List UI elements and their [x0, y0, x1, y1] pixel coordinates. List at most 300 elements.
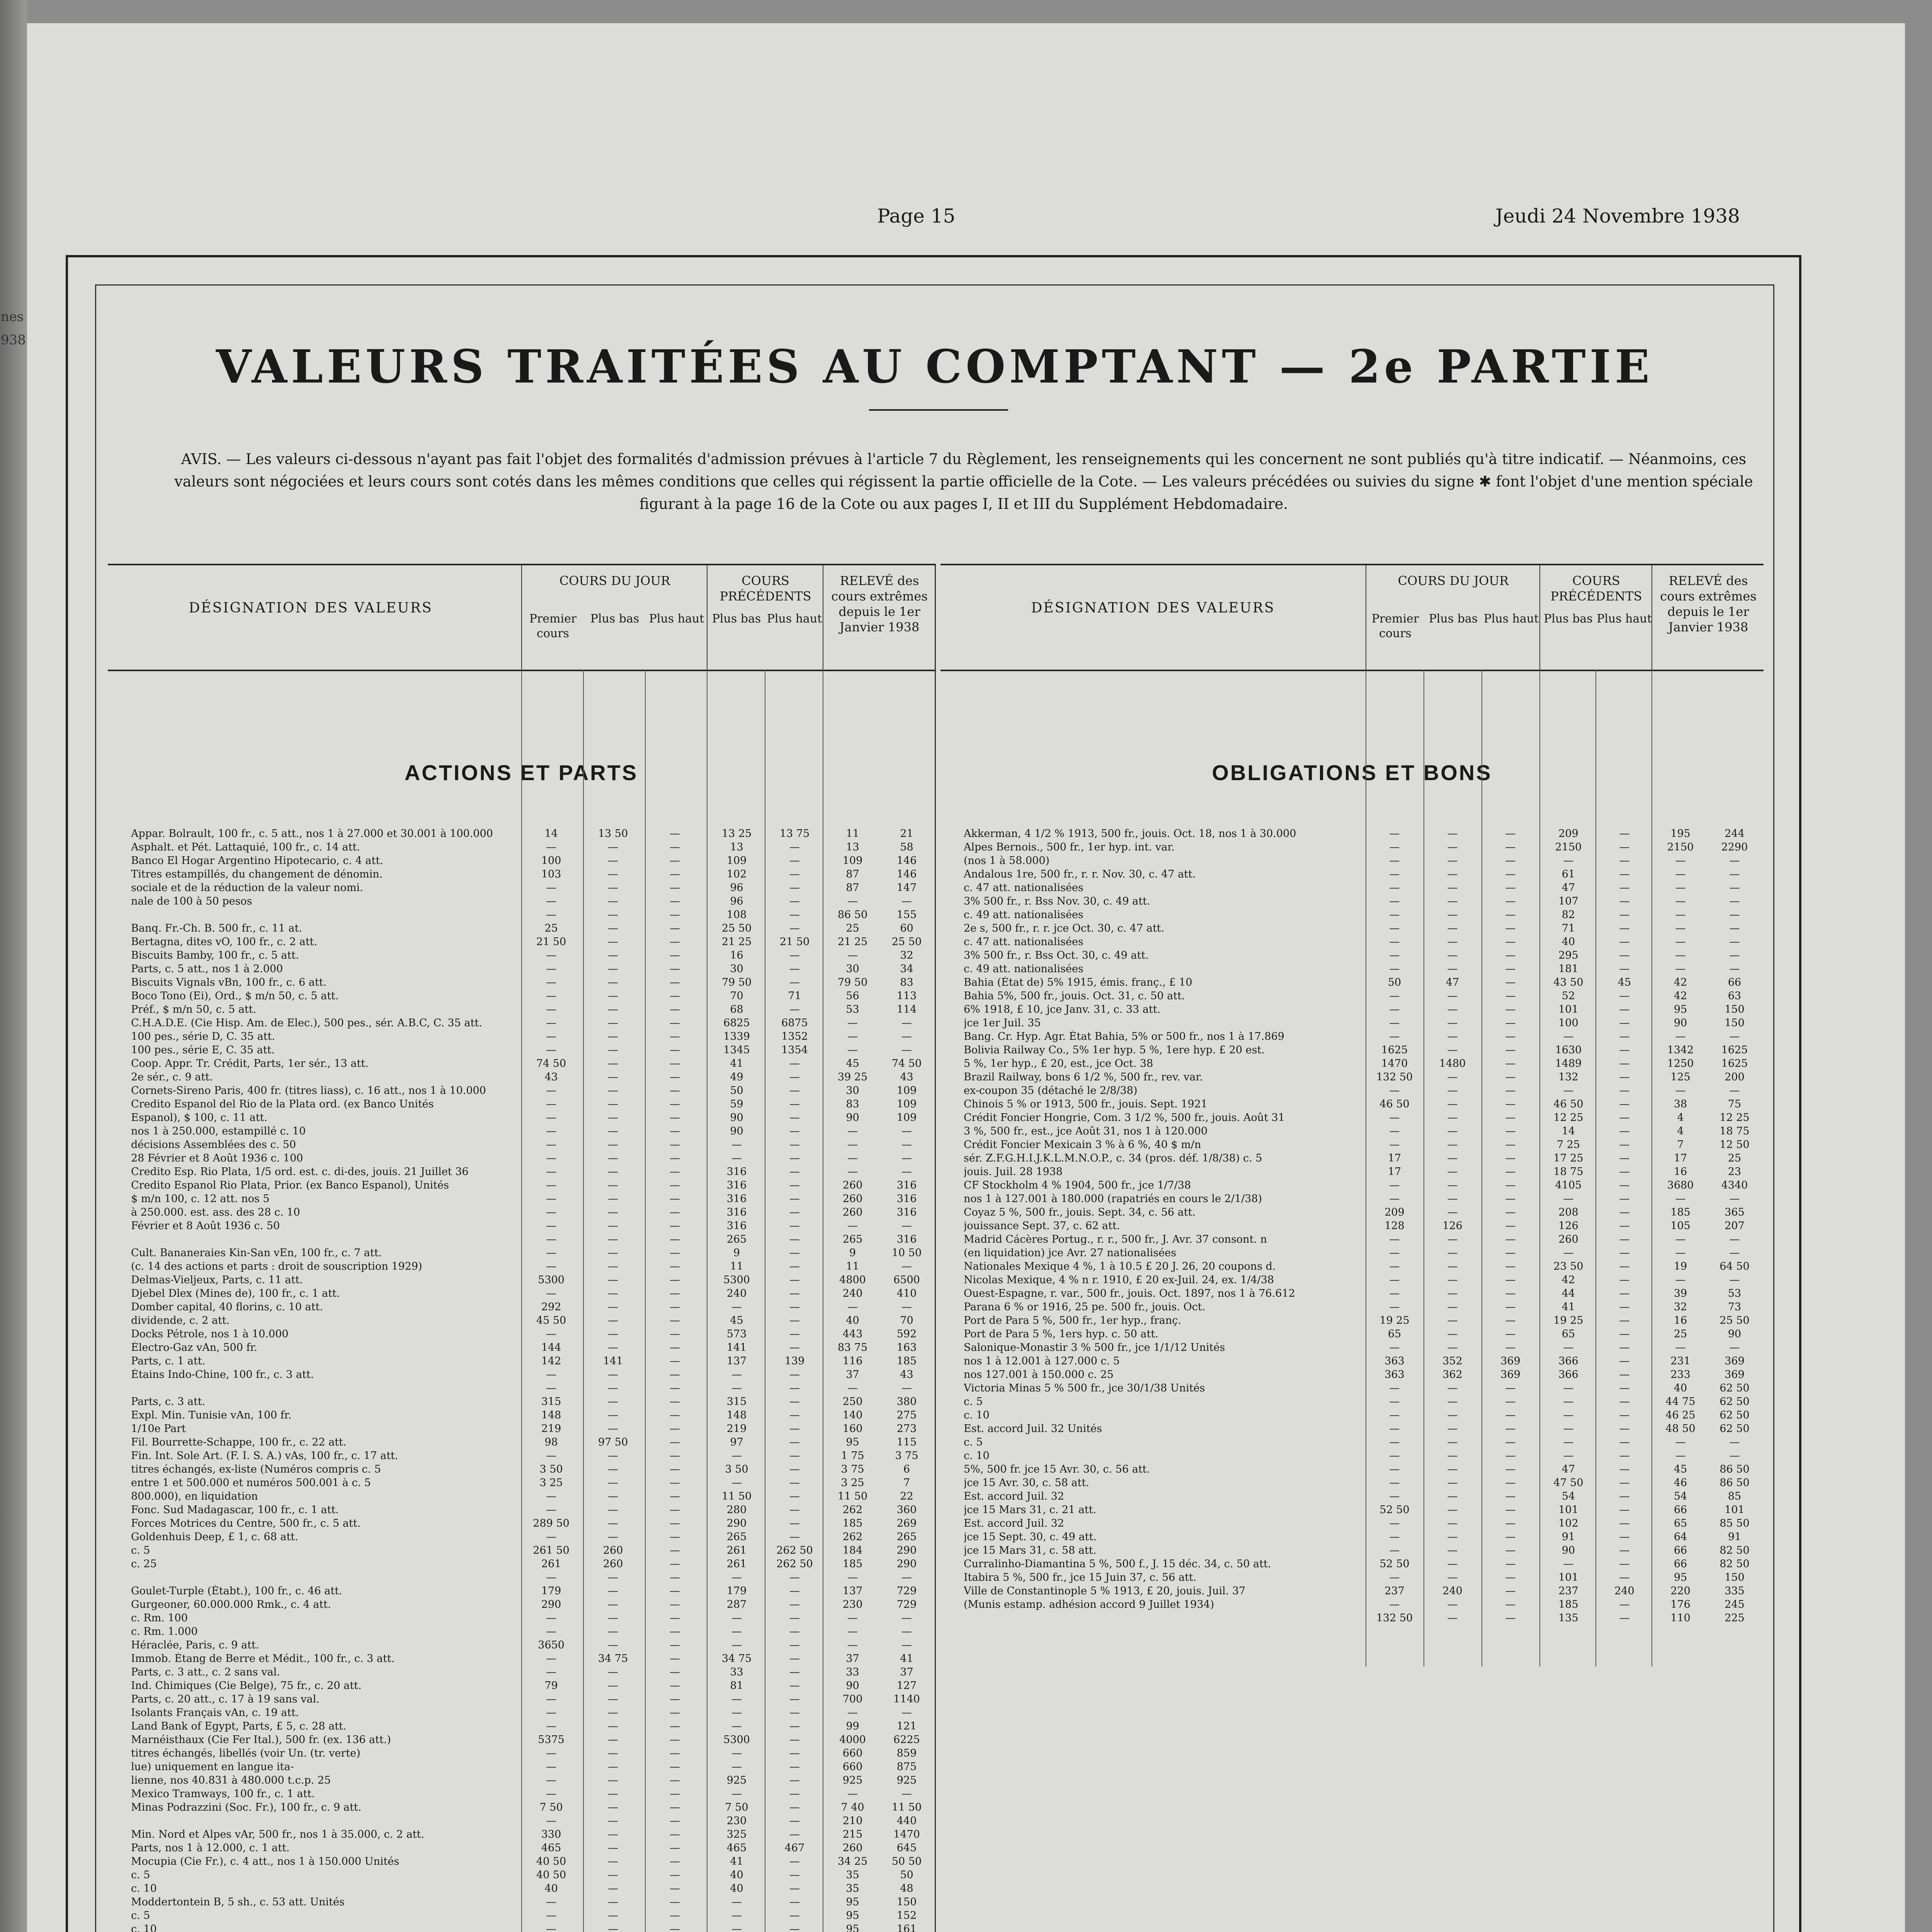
price-cell: — — [847, 1166, 858, 1178]
security-name: Andalous 1re, 500 fr., r. r. Nov. 30, c. 47 att. — [964, 868, 1196, 880]
price-cell: — — [546, 1504, 556, 1516]
price-cell: — — [901, 1639, 912, 1651]
price-cell: — — [789, 1531, 800, 1543]
price-cell: — — [608, 1152, 618, 1164]
security-name: Ouest-Espagne, r. var., 500 fr., jouis. Oct. 1897, nos 1 à 76.612 — [964, 1287, 1295, 1299]
security-name: 2e sér., c. 9 att. — [131, 1071, 213, 1083]
price-cell: 132 50 — [1376, 1612, 1413, 1624]
price-cell: — — [789, 1396, 800, 1408]
price-cell: — — [1389, 882, 1400, 894]
price-cell: — — [670, 1747, 680, 1759]
security-name: Parts, c. 5 att., nos 1 à 2.000 — [131, 963, 283, 975]
price-cell: — — [670, 868, 680, 880]
price-cell: 83 75 — [837, 1342, 868, 1354]
price-cell: 290 — [896, 1558, 917, 1570]
price-cell: 54 — [1561, 1490, 1575, 1502]
price-cell: — — [1619, 1315, 1630, 1327]
price-cell: — — [901, 1571, 912, 1583]
price-cell: — — [1675, 855, 1686, 867]
price-cell: — — [1563, 1382, 1574, 1394]
price-cell: — — [1447, 1179, 1458, 1191]
price-cell: 142 — [541, 1355, 561, 1367]
price-cell: — — [901, 1017, 912, 1029]
price-cell: — — [608, 1612, 618, 1624]
price-cell: 316 — [726, 1166, 747, 1178]
plus-haut-label: Plus haut — [649, 612, 704, 626]
price-cell: — — [1619, 1328, 1630, 1340]
price-cell: — — [608, 1071, 618, 1083]
security-name: Cult. Bananeraies Kin-San vEn, 100 fr., c. 7 att. — [131, 1247, 382, 1259]
price-cell: 11 — [846, 828, 859, 840]
price-cell: — — [789, 963, 800, 975]
price-cell: — — [847, 895, 858, 907]
price-cell: 125 — [1670, 1071, 1690, 1083]
price-cell: — — [670, 1031, 680, 1043]
security-name: c. 49 att. nationalisées — [964, 963, 1083, 975]
price-cell: 316 — [896, 1206, 917, 1218]
price-cell: — — [1619, 1477, 1630, 1489]
price-cell: — — [670, 841, 680, 853]
price-cell: 74 50 — [536, 1058, 566, 1070]
price-cell: 660 — [842, 1761, 863, 1773]
price-cell: 90 — [846, 1680, 859, 1692]
price-cell: 4000 — [839, 1734, 866, 1746]
security-name: Marnéisthaux (Cie Fer Ital.), 500 fr. (ex. 136 att.) — [131, 1734, 391, 1746]
price-cell: — — [1447, 1477, 1458, 1489]
price-cell: — — [1505, 963, 1516, 975]
price-cell: — — [789, 1693, 800, 1705]
price-cell: 5300 — [538, 1274, 565, 1286]
price-cell: 100 — [541, 855, 561, 867]
security-name: Chinois 5 % or 1913, 500 fr., jouis. Sept. 1921 — [964, 1098, 1208, 1110]
table-row — [940, 868, 1764, 882]
price-cell: — — [1505, 949, 1516, 961]
table-row — [940, 855, 1764, 868]
security-name: Parts, c. 3 att., c. 2 sans val. — [131, 1666, 280, 1678]
price-cell: — — [1389, 1463, 1400, 1475]
table-row — [940, 1463, 1764, 1477]
price-cell: — — [1505, 1504, 1516, 1516]
price-cell: 87 — [846, 868, 859, 880]
security-name: sér. Z.F.G.H.I.J.K.L.M.N.O.P., c. 34 (pros. déf. 1/8/38) c. 5 — [964, 1152, 1262, 1164]
cours-precedents-header — [1539, 565, 1652, 670]
price-cell: 369 — [1500, 1369, 1520, 1381]
security-name: Bahia 5%, 500 fr., jouis. Oct. 31, c. 50 att. — [964, 990, 1185, 1002]
price-cell: — — [847, 1125, 858, 1137]
price-cell: 46 — [1673, 1477, 1687, 1489]
price-cell: 316 — [896, 1179, 917, 1191]
price-cell: 79 50 — [837, 976, 868, 988]
price-cell: — — [608, 1139, 618, 1151]
price-cell: — — [670, 1166, 680, 1178]
price-cell: 244 — [1725, 828, 1745, 840]
price-cell: 82 50 — [1719, 1544, 1750, 1556]
table-row — [108, 1490, 935, 1504]
price-cell: 25 50 — [1719, 1315, 1750, 1327]
price-cell: — — [789, 1490, 800, 1502]
table-row — [108, 1477, 935, 1490]
price-cell: 185 — [842, 1517, 863, 1529]
table-row — [108, 1355, 935, 1369]
price-cell: 11 50 — [891, 1801, 922, 1813]
price-cell: 17 — [1673, 1152, 1687, 1164]
price-cell: — — [901, 1139, 912, 1151]
price-cell: 287 — [726, 1599, 747, 1611]
price-cell: — — [1389, 841, 1400, 853]
price-cell: — — [1619, 1396, 1630, 1408]
security-name: C.H.A.D.E. (Cie Hisp. Am. de Elec.), 500 pes., sér. A.B.C, C. 35 att. — [131, 1017, 482, 1029]
price-cell: 97 50 — [598, 1436, 628, 1448]
price-cell: 1339 — [723, 1031, 750, 1043]
price-cell: 40 — [544, 1883, 558, 1895]
price-cell: 32 — [1673, 1301, 1687, 1313]
price-cell: — — [608, 1734, 618, 1746]
price-cell: 82 — [1561, 909, 1575, 921]
price-cell: — — [546, 1287, 556, 1299]
table-row — [940, 1571, 1764, 1585]
price-cell: 360 — [896, 1504, 917, 1516]
price-cell: 58 — [900, 841, 913, 853]
price-cell: 3650 — [538, 1639, 565, 1651]
table-row — [108, 936, 935, 949]
price-cell: 140 — [842, 1409, 863, 1421]
price-cell: — — [670, 1761, 680, 1773]
price-cell: — — [1389, 1017, 1400, 1029]
security-name: Expl. Min. Tunisie vAn, 100 fr. — [131, 1409, 292, 1421]
price-cell: 147 — [896, 882, 917, 894]
price-cell: — — [1675, 922, 1686, 934]
price-cell: — — [608, 1287, 618, 1299]
price-cell: — — [789, 1504, 800, 1516]
price-cell: 6875 — [781, 1017, 808, 1029]
price-cell: — — [1619, 1423, 1630, 1435]
price-cell: 3 75 — [895, 1450, 918, 1462]
price-cell: — — [847, 1707, 858, 1719]
price-cell: 7 40 — [841, 1801, 864, 1813]
price-cell: — — [731, 1707, 742, 1719]
price-cell: 116 — [842, 1355, 863, 1367]
price-cell: 237 — [1558, 1585, 1578, 1597]
price-cell: — — [1505, 1382, 1516, 1394]
security-name: Goulet-Turple (Étabt.), 100 fr., c. 46 att. — [131, 1585, 342, 1597]
table-row — [108, 1585, 935, 1599]
price-cell: 6 — [903, 1463, 910, 1475]
price-cell: 70 — [730, 990, 743, 1002]
price-cell: — — [1505, 1477, 1516, 1489]
price-cell: — — [1447, 990, 1458, 1002]
table-row — [940, 1315, 1764, 1328]
price-cell: — — [670, 1369, 680, 1381]
obligations-table — [940, 564, 1764, 1667]
price-cell: 163 — [896, 1342, 917, 1354]
price-cell: — — [1619, 868, 1630, 880]
security-name: Est. accord Juil. 32 — [964, 1490, 1064, 1502]
security-name: Fonc. Sud Madagascar, 100 fr., c. 1 att. — [131, 1504, 339, 1516]
price-cell: 90 — [1728, 1328, 1742, 1340]
price-cell: — — [1729, 1193, 1740, 1205]
price-cell: — — [670, 1666, 680, 1678]
price-cell: — — [1389, 1287, 1400, 1299]
price-cell: 146 — [896, 855, 917, 867]
price-cell: — — [546, 1531, 556, 1543]
security-name: Coop. Appr. Tr. Crédit, Parts, 1er sér., 13 att. — [131, 1058, 369, 1070]
price-cell: 366 — [1558, 1355, 1578, 1367]
price-cell: — — [670, 1085, 680, 1097]
table-row — [940, 1139, 1764, 1152]
adjacent-page-fragment: 938 — [1, 332, 26, 348]
price-cell: — — [1505, 1260, 1516, 1272]
table-row — [108, 1328, 935, 1342]
price-cell: 161 — [896, 1923, 917, 1932]
price-cell: 220 — [1670, 1585, 1690, 1597]
table-row — [940, 1504, 1764, 1517]
price-cell: — — [670, 976, 680, 988]
price-cell: 18 75 — [1719, 1125, 1750, 1137]
cours-du-jour-header — [521, 565, 707, 670]
price-cell: — — [546, 1923, 556, 1932]
price-cell: — — [901, 1788, 912, 1800]
price-cell: 81 — [730, 1680, 743, 1692]
price-cell: — — [1619, 1152, 1630, 1164]
price-cell: — — [1447, 1071, 1458, 1083]
price-cell: — — [546, 1206, 556, 1218]
price-cell: 14 — [544, 828, 558, 840]
price-cell: — — [608, 1855, 618, 1867]
price-cell: — — [670, 1125, 680, 1137]
price-cell: — — [670, 1463, 680, 1475]
price-cell: — — [1619, 1436, 1630, 1448]
price-cell: 90 — [730, 1125, 743, 1137]
price-cell: — — [546, 1382, 556, 1394]
price-cell: — — [1505, 1612, 1516, 1624]
price-cell: 325 — [726, 1828, 747, 1840]
table-row — [108, 1179, 935, 1193]
price-cell: — — [789, 1071, 800, 1083]
price-cell: — — [789, 1409, 800, 1421]
security-name: jce 15 Mars 31, c. 21 att. — [964, 1504, 1097, 1516]
price-cell: — — [670, 1828, 680, 1840]
price-cell: — — [608, 1477, 618, 1489]
price-cell: — — [1619, 1274, 1630, 1286]
price-cell: 295 — [1558, 949, 1578, 961]
security-name: lienne, nos 40.831 à 480.000 t.c.p. 25 — [131, 1774, 331, 1786]
price-cell: — — [608, 1450, 618, 1462]
price-cell: — — [1505, 1058, 1516, 1070]
table-row — [940, 1328, 1764, 1342]
newspaper-page — [27, 23, 1905, 1932]
price-cell: 262 — [842, 1504, 863, 1516]
table-row — [108, 1098, 935, 1112]
price-cell: — — [1389, 1396, 1400, 1408]
table-row — [940, 1369, 1764, 1382]
table-row — [940, 976, 1764, 990]
price-cell: — — [546, 1328, 556, 1340]
price-cell: — — [1729, 963, 1740, 975]
table-row — [108, 1031, 935, 1044]
price-cell: — — [1505, 990, 1516, 1002]
price-cell: 365 — [1725, 1206, 1745, 1218]
price-cell: 110 — [1670, 1612, 1690, 1624]
price-cell: — — [670, 1693, 680, 1705]
price-cell: — — [1619, 922, 1630, 934]
price-cell: — — [789, 1599, 800, 1611]
table-row — [940, 1112, 1764, 1125]
price-cell: — — [670, 1612, 680, 1624]
price-cell: — — [1729, 936, 1740, 948]
price-cell: — — [901, 1382, 912, 1394]
price-cell: 21 50 — [779, 936, 810, 948]
table-row — [108, 1612, 935, 1626]
security-name: nos 1 à 12.001 à 127.000 c. 5 — [964, 1355, 1120, 1367]
price-cell: — — [608, 936, 618, 948]
price-cell: 240 — [726, 1287, 747, 1299]
price-cell: — — [608, 1801, 618, 1813]
price-cell: — — [789, 1220, 800, 1232]
price-cell: 40 — [730, 1883, 743, 1895]
price-cell: 141 — [726, 1342, 747, 1354]
price-cell: — — [1447, 828, 1458, 840]
price-cell: — — [670, 1653, 680, 1665]
price-cell: 22 — [900, 1490, 913, 1502]
price-cell: 83 — [900, 976, 913, 988]
table-row — [108, 1003, 935, 1017]
releve-label: RELEVÉ des cours extrêmes depuis le 1er Janvier 1938 — [831, 573, 928, 634]
price-cell: — — [789, 1883, 800, 1895]
price-cell: 4105 — [1555, 1179, 1582, 1191]
price-cell: 262 50 — [776, 1544, 813, 1556]
price-cell: — — [789, 1274, 800, 1286]
price-cell: — — [789, 1653, 800, 1665]
security-name: c. 49 att. nationalisées — [964, 909, 1083, 921]
security-name: Bolivia Railway Co., 5% 1er hyp. 5 %, 1ere hyp. £ 20 est. — [964, 1044, 1265, 1056]
table-row — [108, 1720, 935, 1734]
price-cell: — — [608, 1328, 618, 1340]
price-cell: 41 — [1561, 1301, 1575, 1313]
price-cell: — — [546, 1653, 556, 1665]
price-cell: — — [670, 1179, 680, 1191]
table-row — [108, 1071, 935, 1085]
price-cell: 4800 — [839, 1274, 866, 1286]
price-cell: — — [670, 1287, 680, 1299]
price-cell: — — [1447, 1003, 1458, 1015]
price-cell: — — [1505, 1544, 1516, 1556]
price-cell: — — [1389, 1274, 1400, 1286]
table-row — [940, 1599, 1764, 1612]
price-cell: — — [1389, 1301, 1400, 1313]
price-cell: — — [608, 1896, 618, 1908]
price-cell: — — [847, 1626, 858, 1638]
price-cell: — — [1447, 1463, 1458, 1475]
price-cell: 6500 — [893, 1274, 920, 1286]
price-cell: — — [789, 1761, 800, 1773]
price-cell: — — [670, 1098, 680, 1110]
price-cell: — — [546, 1774, 556, 1786]
price-cell: — — [546, 1626, 556, 1638]
price-cell: 11 — [730, 1260, 743, 1272]
security-name: Parts, c. 20 att., c. 17 à 19 sans val. — [131, 1693, 320, 1705]
price-cell: 19 25 — [1553, 1315, 1583, 1327]
price-cell: — — [1619, 882, 1630, 894]
table-row — [108, 990, 935, 1003]
price-cell: — — [789, 1125, 800, 1137]
price-cell: — — [608, 1883, 618, 1895]
price-cell: 66 — [1673, 1558, 1687, 1570]
security-name: c. 5 — [131, 1910, 150, 1922]
price-cell: — — [901, 1166, 912, 1178]
price-cell: 5300 — [723, 1734, 750, 1746]
price-cell: 35 — [846, 1883, 859, 1895]
price-cell: — — [546, 1720, 556, 1732]
price-cell: — — [1505, 895, 1516, 907]
price-cell: 7 50 — [539, 1801, 563, 1813]
adjacent-page-fragment: nes — [1, 309, 24, 325]
price-cell: — — [546, 1490, 556, 1502]
table-row — [940, 882, 1764, 895]
price-cell: — — [1389, 828, 1400, 840]
price-cell: — — [546, 1747, 556, 1759]
price-cell: 208 — [1558, 1206, 1578, 1218]
price-cell: — — [901, 1031, 912, 1043]
price-cell: — — [1505, 1166, 1516, 1178]
price-cell: — — [608, 1044, 618, 1056]
price-cell: 265 — [726, 1531, 747, 1543]
price-cell: — — [546, 1152, 556, 1164]
security-name: nos 1 à 250.000, estampillé c. 10 — [131, 1125, 306, 1137]
table-row — [108, 1869, 935, 1883]
price-cell: — — [1447, 1152, 1458, 1164]
table-row — [108, 1166, 935, 1179]
price-cell: 49 — [730, 1071, 743, 1083]
table-row — [108, 1599, 935, 1612]
cours-precedents-label: COURS PRÉCÉDENTS — [719, 573, 811, 604]
price-cell: 275 — [896, 1409, 917, 1421]
price-cell: 316 — [726, 1206, 747, 1218]
price-cell: 53 — [1728, 1287, 1742, 1299]
price-cell: — — [1675, 1436, 1686, 1448]
price-cell: 109 — [896, 1098, 917, 1110]
price-cell: — — [1447, 1044, 1458, 1056]
price-cell: — — [670, 1558, 680, 1570]
price-cell: — — [789, 1747, 800, 1759]
table-row — [108, 1910, 935, 1923]
table-row — [108, 1409, 935, 1423]
table-row — [108, 1206, 935, 1220]
price-cell: — — [789, 1369, 800, 1381]
price-cell: — — [608, 1315, 618, 1327]
security-name: c. 5 — [131, 1869, 150, 1881]
table-row — [940, 1003, 1764, 1017]
price-cell: — — [789, 1869, 800, 1881]
price-cell: 12 50 — [1719, 1139, 1750, 1151]
price-cell: 2150 — [1667, 841, 1694, 853]
price-cell: 62 50 — [1719, 1382, 1750, 1394]
price-cell: 3 25 — [841, 1477, 864, 1489]
security-name: Djebel Dlex (Mines de), 100 fr., c. 1 att. — [131, 1287, 340, 1299]
price-cell: — — [901, 1220, 912, 1232]
table-row — [940, 1477, 1764, 1490]
price-cell: — — [847, 1220, 858, 1232]
price-cell: — — [789, 1517, 800, 1529]
price-cell: 52 50 — [1379, 1504, 1410, 1516]
price-cell: — — [608, 1639, 618, 1651]
table-row — [108, 1815, 935, 1828]
price-cell: 240 — [1614, 1585, 1634, 1597]
security-name: nale de 100 à 50 pesos — [131, 895, 252, 907]
price-cell: — — [1619, 1287, 1630, 1299]
table-row — [108, 1287, 935, 1301]
price-cell: — — [1675, 1193, 1686, 1205]
price-cell: 231 — [1670, 1355, 1690, 1367]
